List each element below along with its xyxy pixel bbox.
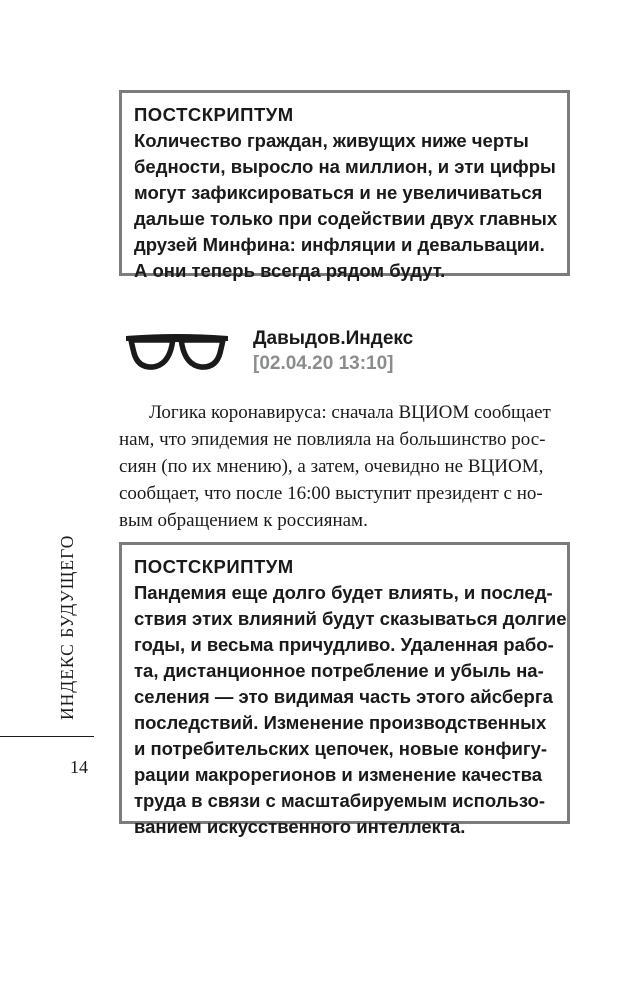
postscript-line: труда в связи с масштабируемым использо- [134, 790, 546, 811]
postscript-line: последствий. Изменение производственных [134, 712, 547, 733]
paragraph-line: сообщает, что после 16:00 выступит президент с но- [119, 483, 543, 504]
postscript-heading: ПОСТСКРИПТУМ [134, 104, 294, 125]
postscript-line: А они теперь всегда рядом будут. [134, 260, 446, 281]
source-name: Давыдов.Индекс [253, 328, 414, 349]
postscript-line: могут зафиксироваться и не увеличиваться [134, 182, 543, 203]
paragraph-line: сиян (по их мнению), а затем, очевидно не ВЦИОМ, [119, 456, 544, 477]
postscript-line: бедности, выросло на миллион, и эти цифры [134, 156, 556, 177]
postscript-box-1 [119, 90, 570, 281]
body-paragraph [119, 399, 571, 534]
postscript-line: ствия этих влияний будут сказываться долгие [134, 608, 567, 629]
page-number: 14 [70, 757, 88, 777]
postscript-line: рации макрорегионов и изменение качества [134, 764, 543, 785]
postscript-line: та, дистанционное потребление и убыль на- [134, 660, 544, 681]
postscript-line: селения — это видимая часть этого айсберга [134, 686, 553, 707]
postscript-line: друзей Минфина: инфляции и девальвации. [134, 234, 545, 255]
postscript-heading: ПОСТСКРИПТУМ [134, 556, 294, 577]
paragraph-line: вым обращением к россиянам. [119, 510, 368, 531]
glasses-icon [124, 331, 230, 375]
postscript-line: Пандемия еще долго будет влиять, и послед- [134, 582, 553, 603]
postscript-line: ванием искусственного интеллекта. [134, 816, 466, 837]
running-head: ИНДЕКС БУДУЩЕГО [57, 534, 77, 720]
source-timestamp: [02.04.20 13:10] [253, 353, 394, 374]
postscript-line: дальше только при содействии двух главных [134, 208, 558, 229]
postscript-line: годы, и весьма причудливо. Удаленная рабо- [134, 634, 554, 655]
paragraph-line: Логика коронавируса: сначала ВЦИОМ сообщает [149, 402, 551, 423]
source-header [120, 327, 560, 387]
postscript-box-2 [119, 542, 570, 837]
postscript-line: и потребительских цепочек, новые конфигу- [134, 738, 548, 759]
postscript-line: Количество граждан, живущих ниже черты [134, 130, 529, 151]
margin-divider [0, 736, 94, 737]
paragraph-line: нам, что эпидемия не повлияла на большинство рос- [119, 429, 546, 450]
